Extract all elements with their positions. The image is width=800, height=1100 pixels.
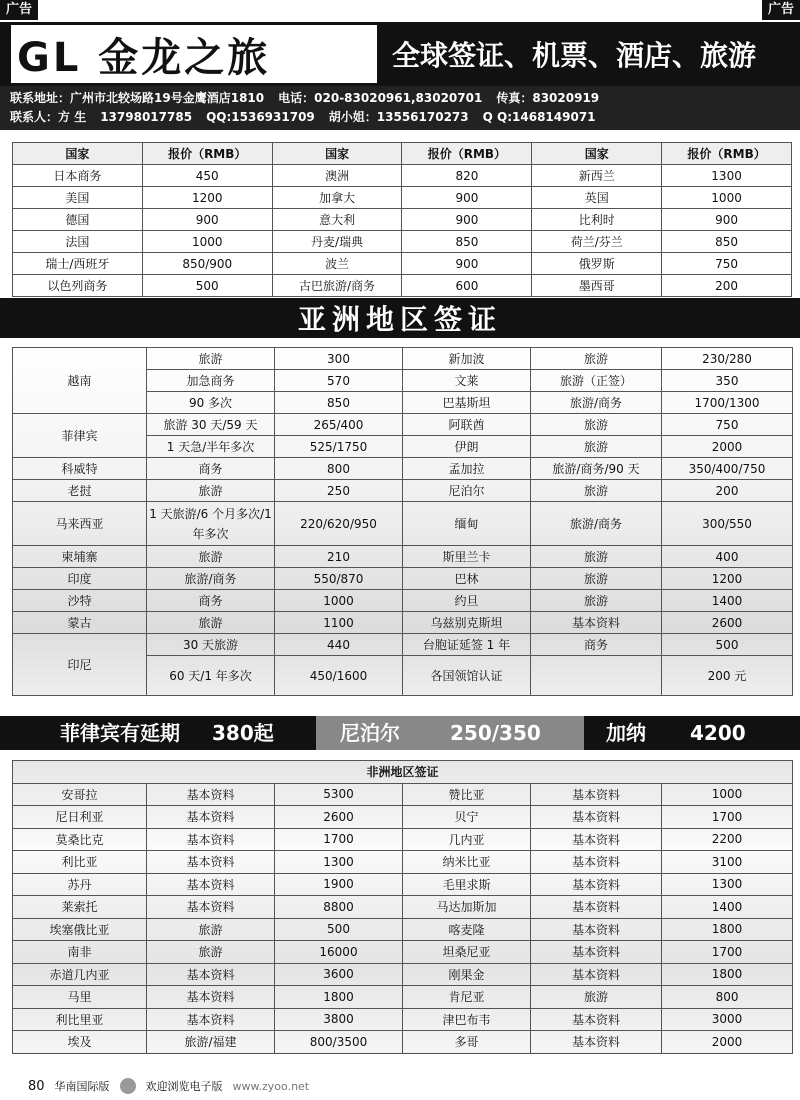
table-row [13,918,793,941]
table-row: 蒙古 旅游 1100 乌兹别克斯坦 基本资料 2600 [13,612,793,634]
table-cell: 利比里亚 [13,1008,147,1031]
table-cell: 基本资料 [531,941,662,964]
table-cell: 850/900 [142,253,272,275]
contact-person: 联系人：方 生 [10,110,87,124]
table-row: 科威特 商务 800 孟加拉 旅游/商务/90 天 350/400/750 [13,458,793,480]
table-cell: 坦桑尼亚 [403,941,531,964]
qq: QQ:1536931709 [206,110,315,124]
table-cell: 英国 [532,187,662,209]
table-cell: 尼日利亚 [13,806,147,829]
table-cell: 基本资料 [531,1008,662,1031]
publisher-logo-icon [120,1078,136,1094]
table-cell: 基本资料 [147,963,275,986]
address: 联系地址：广州市北较场路19号金鹰酒店1810 [10,91,265,105]
table-row [13,231,792,253]
table-cell: 750 [662,253,792,275]
table-cell: 喀麦隆 [403,918,531,941]
table-cell: 1800 [662,918,793,941]
ad-label-left: 广告 [0,0,38,20]
table-cell: 埃塞俄比亚 [13,918,147,941]
table-cell: 900 [142,209,272,231]
table-cell: 2600 [275,806,403,829]
table-row: 老挝 旅游 250 尼泊尔 旅游 200 [13,480,793,502]
table-cell: 比利时 [532,209,662,231]
table-cell: 820 [402,165,532,187]
table-row [13,187,792,209]
table-cell: 8800 [275,896,403,919]
table-cell: 苏丹 [13,873,147,896]
table-cell: 赞比亚 [403,783,531,806]
table-row [13,253,792,275]
brand-logo: GL 金龙之旅 [8,22,380,86]
table-cell: 900 [402,253,532,275]
table-cell: 津巴布韦 [403,1008,531,1031]
table-cell: 俄罗斯 [532,253,662,275]
table-cell: 南非 [13,941,147,964]
table-row: 90 多次 850 巴基斯坦 旅游/商务 1700/1300 [13,392,793,414]
table-cell: 1300 [662,165,792,187]
table-cell: 基本资料 [531,851,662,874]
promo-ghana-price: 4200 [690,721,746,745]
tagline: 全球签证、机票、酒店、旅游 [392,39,757,72]
table-cell: 450 [142,165,272,187]
table-cell: 基本资料 [147,783,275,806]
table-cell: 1400 [662,896,793,919]
table-row [13,806,793,829]
table-cell: 旅游 [147,918,275,941]
table-cell: 基本资料 [147,851,275,874]
table-row: 印度 旅游/商务 550/870 巴林 旅游 1200 [13,568,793,590]
table-cell: 马里 [13,986,147,1009]
miss-hu: 胡小姐：13556170273 [328,110,469,124]
contact-line-1 [10,89,790,108]
table-row [13,828,793,851]
table-cell: 2200 [662,828,793,851]
footer [0,1072,800,1100]
table-cell: 利比亚 [13,851,147,874]
table-row [13,963,793,986]
table-cell: 1000 [142,231,272,253]
table-cell: 贝宁 [403,806,531,829]
table-cell: 900 [662,209,792,231]
telephone: 电话：020-83020961,83020701 [278,91,483,105]
table-cell: 16000 [275,941,403,964]
table-cell: 美国 [13,187,143,209]
table-cell: 埃及 [13,1031,147,1054]
table-cell: 马达加斯加 [403,896,531,919]
table-cell: 3100 [662,851,793,874]
table-cell: 基本资料 [531,783,662,806]
table-row [13,1031,793,1054]
table-cell: 新西兰 [532,165,662,187]
promo-ghana: 加纳 [606,721,646,745]
table-cell: 1900 [275,873,403,896]
table-caption-row [13,761,793,784]
table-cell: 墨西哥 [532,275,662,297]
table-cell: 基本资料 [531,1031,662,1054]
table-cell: 1000 [662,187,792,209]
table-cell: 荷兰/芬兰 [532,231,662,253]
header [0,22,800,86]
table-cell: 500 [275,918,403,941]
table-cell: 基本资料 [531,828,662,851]
table-cell: 900 [402,187,532,209]
table-row: 马来西亚 1 天旅游/6 个月多次/1 年多次 220/620/950 缅甸 旅游/商务 300/550 [13,502,793,546]
table-cell: 1800 [662,963,793,986]
africa-section-title: 非洲地区签证 [13,761,793,784]
table-cell: 纳米比亚 [403,851,531,874]
table-cell: 1000 [662,783,793,806]
table-row [13,275,792,297]
table-cell: 安哥拉 [13,783,147,806]
table-cell: 2000 [662,1031,793,1054]
table-cell: 600 [402,275,532,297]
table-row: 60 天/1 年多次 450/1600 各国领馆认证 200 元 [13,656,793,696]
table-cell: 200 [662,275,792,297]
ad-label-right: 广告 [762,0,800,20]
table-cell: 波兰 [272,253,402,275]
table-row [13,986,793,1009]
table-cell: 日本商务 [13,165,143,187]
table-cell: 旅游/福建 [147,1031,275,1054]
table-header-row: 国家 报价（RMB） 国家 报价（RMB） 国家 报价（RMB） [13,143,792,165]
table-cell: 850 [662,231,792,253]
table-row: 沙特 商务 1000 约旦 旅游 1400 [13,590,793,612]
table-cell: 3600 [275,963,403,986]
table-cell: 1200 [142,187,272,209]
table-cell: 法国 [13,231,143,253]
fax: 传真：83020919 [496,91,600,105]
table-cell: 1700 [275,828,403,851]
africa-visa-table [12,760,793,1054]
table-cell: 基本资料 [147,1008,275,1031]
table-cell: 基本资料 [531,918,662,941]
table-cell: 毛里求斯 [403,873,531,896]
welcome-text: 欢迎浏览电子版 [145,1080,223,1093]
table-cell: 基本资料 [531,963,662,986]
promo-nepal: 尼泊尔 [340,721,400,745]
table-cell: 基本资料 [531,806,662,829]
table-row [13,1008,793,1031]
table-cell: 德国 [13,209,143,231]
table-cell: 旅游 [147,941,275,964]
table-cell: 肯尼亚 [403,986,531,1009]
table-row: 1 天急/半年多次 525/1750 伊朗 旅游 2000 [13,436,793,458]
table-row: 柬埔寨 旅游 210 斯里兰卡 旅游 400 [13,546,793,568]
table-cell: 基本资料 [147,896,275,919]
table-cell: 1300 [275,851,403,874]
table-cell: 澳洲 [272,165,402,187]
table-cell: 以色列商务 [13,275,143,297]
asia-section-title: 亚洲地区签证 [0,298,800,338]
qq-2: Q Q:1468149071 [482,110,596,124]
table-cell: 刚果金 [403,963,531,986]
edition-label: 华南国际版 [54,1080,110,1093]
table-row: 菲律宾 旅游 30 天/59 天 265/400 阿联酋 旅游 750 [13,414,793,436]
table-row [13,896,793,919]
table-cell: 基本资料 [147,828,275,851]
table-cell: 1700 [662,806,793,829]
table-row [13,165,792,187]
website-link[interactable]: www.zyoo.net [232,1079,310,1093]
table-cell: 850 [402,231,532,253]
table-cell: 加拿大 [272,187,402,209]
contact-phone: 13798017785 [100,110,193,124]
table-cell: 意大利 [272,209,402,231]
table-row: 加急商务 570 文莱 旅游（正签） 350 [13,370,793,392]
table-cell: 基本资料 [147,873,275,896]
table-cell: 基本资料 [531,873,662,896]
table-row: 越南 旅游 300 新加波 旅游 230/280 [13,348,793,370]
table-cell: 丹麦/瑞典 [272,231,402,253]
table-cell: 瑞士/西班牙 [13,253,143,275]
promo-nepal-price: 250/350 [450,721,541,745]
table-cell: 3000 [662,1008,793,1031]
table-row [13,209,792,231]
table-row [13,941,793,964]
table-row [13,873,793,896]
table-cell: 1300 [662,873,793,896]
contact-info [0,86,800,130]
table-cell: 800/3500 [275,1031,403,1054]
price-table-general [12,142,792,297]
table-cell: 800 [662,986,793,1009]
table-cell: 500 [142,275,272,297]
page-number: 80 [28,1078,45,1094]
contact-line-2 [10,108,790,127]
table-row [13,783,793,806]
table-cell: 莫桑比克 [13,828,147,851]
table-cell: 基本资料 [147,806,275,829]
table-cell: 基本资料 [531,896,662,919]
table-cell: 多哥 [403,1031,531,1054]
table-row [13,851,793,874]
table-cell: 5300 [275,783,403,806]
table-row: 印尼 30 天旅游 440 台胞证延签 1 年 商务 500 [13,634,793,656]
table-cell: 赤道几内亚 [13,963,147,986]
table-cell: 古巴旅游/商务 [272,275,402,297]
promo-banner [0,716,800,750]
asia-visa-table [12,347,793,696]
table-cell: 莱索托 [13,896,147,919]
table-cell: 1800 [275,986,403,1009]
table-cell: 1700 [662,941,793,964]
table-cell: 几内亚 [403,828,531,851]
table-cell: 900 [402,209,532,231]
table-cell: 旅游 [531,986,662,1009]
promo-philippines-price: 380起 [212,721,274,745]
table-cell: 3800 [275,1008,403,1031]
table-cell: 基本资料 [147,986,275,1009]
promo-philippines: 菲律宾有延期 [60,721,180,745]
